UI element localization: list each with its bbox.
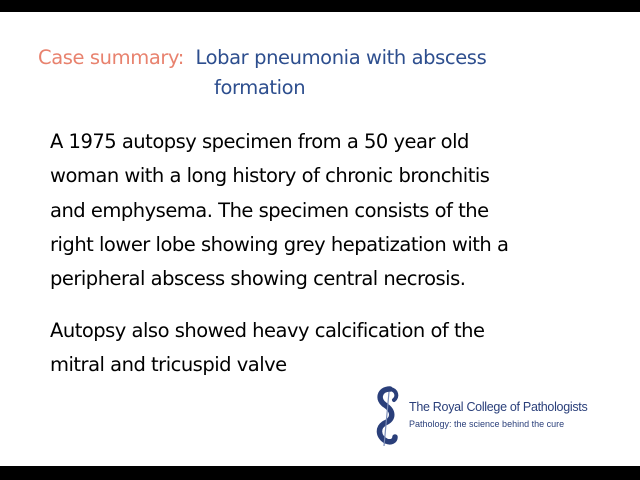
finding-line: Autopsy also showed heavy calcification of the [50,319,485,342]
finding-line: mitral and tricuspid valve [50,353,287,377]
description-line: peripheral abscess showing central necrosis. [50,267,466,291]
slide-title [38,43,487,99]
description-line: right lower lobe showing grey hepatization with a [50,232,509,256]
title-continuation: formation [214,76,306,99]
title-prefix: Case summary: [38,46,184,69]
description-line: woman with a long history of chronic bronchitis [50,164,490,188]
description-line: and emphysema. The specimen consists of the [50,198,489,222]
description-line: A 1975 autopsy specimen from a 50 year old [50,130,469,153]
serpent-staff-icon [370,386,404,448]
logo-tagline: Pathology: the science behind the cure [409,419,565,429]
rcpath-logo [370,386,610,448]
title-main: Lobar pneumonia with abscess [195,46,487,69]
slide [0,12,640,466]
case-description [50,125,630,296]
autopsy-finding [50,314,630,383]
organisation-name: The Royal College of Pathologists [409,400,588,414]
